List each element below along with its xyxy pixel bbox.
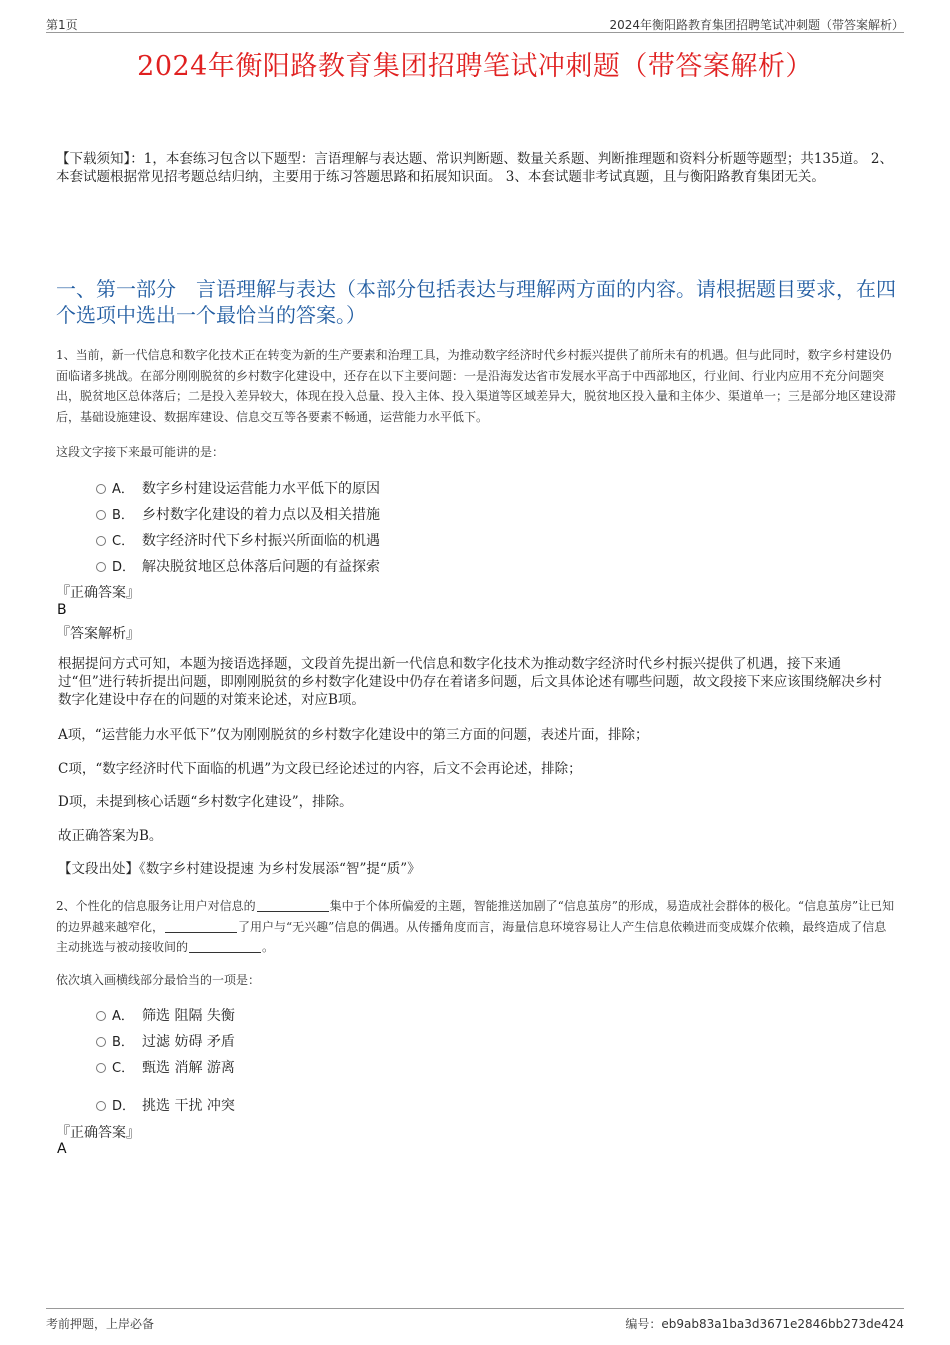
question-1-analysis-d: D项，未提到核心话题“乡村数字化建设”，排除。 bbox=[58, 794, 353, 810]
question-1-answer: B bbox=[57, 602, 67, 618]
fill-blank-2 bbox=[165, 920, 237, 933]
question-2-prompt: 依次填入画横线部分最恰当的一项是： bbox=[56, 973, 261, 987]
question-2-option-b[interactable]: B． 过滤 妨碍 矛盾 bbox=[96, 1031, 235, 1051]
radio-icon[interactable] bbox=[96, 1101, 106, 1111]
question-2-text: 2、个性化的信息服务让用户对信息的 集中于个体所偏爱的主题，智能推送加剧了“信息茧房”的形成，易造成社会群体的极化。“信息茧房”让已知的边界越来越窄化， 了用户与“无兴趣”信息的偶遇。从传播角度而言，海量信息环境容易让人产生信息依赖进而变成媒介依赖，最终造成了信息主动挑选与被动接收间的 。 bbox=[56, 899, 895, 954]
question-1-answer-label: 『正确答案』 bbox=[56, 585, 140, 601]
question-2-answer: A bbox=[57, 1141, 67, 1157]
radio-icon[interactable] bbox=[96, 484, 106, 494]
page-number: 第1页 bbox=[46, 18, 78, 32]
question-1-analysis-paragraph: 根据提问方式可知，本题为接语选择题，文段首先提出新一代信息和数字化技术为推动数字经济时代乡村振兴提供了机遇，接下来通过“但”进行转折提出问题，即刚刚脱贫的乡村数字化建设中仍存在着诸多问题，后文具体论述有哪些问题，故文段接下来应该围绕解决乡村数字化建设中存在的问题的对策来论述，对应B项。 bbox=[58, 656, 882, 708]
question-1-option-c[interactable]: C． 数字经济时代下乡村振兴所面临的机遇 bbox=[96, 530, 380, 550]
header-doc-title: 2024年衡阳路教育集团招聘笔试冲刺题（带答案解析） bbox=[609, 18, 904, 32]
question-1-option-a[interactable]: A． 数字乡村建设运营能力水平低下的原因 bbox=[96, 478, 380, 498]
question-1-source: 【文段出处】《数字乡村建设提速 为乡村发展添“智”提“质”》 bbox=[58, 861, 421, 877]
radio-icon[interactable] bbox=[96, 1063, 106, 1073]
radio-icon[interactable] bbox=[96, 1011, 106, 1021]
section-heading: 一、第一部分 言语理解与表达（本部分包括表达与理解两方面的内容。请根据题目要求，在四个选项中选出一个最恰当的答案。） bbox=[56, 277, 896, 327]
footer-code: 编号：eb9ab83a1ba3d3671e2846bb273de424 bbox=[625, 1317, 904, 1331]
question-1-option-d[interactable]: D． 解决脱贫地区总体落后问题的有益探索 bbox=[96, 556, 380, 576]
question-1-analysis-a: A项，“运营能力水平低下”仅为刚刚脱贫的乡村数字化建设中的第三方面的问题，表述片面，排除； bbox=[58, 727, 649, 743]
page-footer bbox=[46, 1308, 904, 1331]
question-2-option-a[interactable]: A． 筛选 阻隔 失衡 bbox=[96, 1005, 235, 1025]
fill-blank-3 bbox=[189, 940, 261, 953]
question-1-conclusion: 故正确答案为B。 bbox=[58, 828, 163, 844]
page-header bbox=[46, 14, 904, 33]
question-1-analysis-c: C项，“数字经济时代下面临的机遇”为文段已经论述过的内容，后文不会再论述，排除； bbox=[58, 761, 582, 777]
question-1-option-b[interactable]: B． 乡村数字化建设的着力点以及相关措施 bbox=[96, 504, 380, 524]
question-2-answer-label: 『正确答案』 bbox=[56, 1125, 140, 1141]
question-1-prompt: 这段文字接下来最可能讲的是： bbox=[56, 445, 225, 459]
radio-icon[interactable] bbox=[96, 562, 106, 572]
download-notice: 【下载须知】：1，本套练习包含以下题型：言语理解与表达题、常识判断题、数量关系题、判断推理题和资料分析题等题型；共135道。 2、本套试题根据常见招考题总结归纳，主要用于练习答题思路和拓展知识面。 3、本套试题非考试真题，且与衡阳路教育集团无关。 bbox=[56, 151, 893, 185]
question-1-text: 1、当前，新一代信息和数字化技术正在转变为新的生产要素和治理工具，为推动数字经济时代乡村振兴提供了前所未有的机遇。但与此同时，数字乡村建设仍面临诸多挑战。在部分刚刚脱贫的乡村数字化建设中，还存在以下主要问题：一是沿海发达省市发展水平高于中西部地区，行业间、行业内应用不充分问题突出，脱贫地区总体落后；二是投入差异较大，体现在投入总量、投入主体、投入渠道等区域差异大，脱贫地区投入量和主体少、渠道单一；三是部分地区建设滞后，基础设施建设、数据库建设、信息交互等各要素不畅通，运营能力水平低下。 bbox=[56, 348, 897, 424]
radio-icon[interactable] bbox=[96, 536, 106, 546]
question-1-analysis-label: 『答案解析』 bbox=[56, 626, 140, 642]
question-2-option-d[interactable]: D． 挑选 干扰 冲突 bbox=[96, 1095, 235, 1115]
fill-blank-1 bbox=[257, 899, 329, 912]
document-title: 2024年衡阳路教育集团招聘笔试冲刺题（带答案解析） bbox=[137, 51, 813, 82]
footer-slogan: 考前押题，上岸必备 bbox=[46, 1317, 155, 1331]
question-2-option-c[interactable]: C． 甄选 消解 游离 bbox=[96, 1057, 235, 1077]
radio-icon[interactable] bbox=[96, 1037, 106, 1047]
radio-icon[interactable] bbox=[96, 510, 106, 520]
